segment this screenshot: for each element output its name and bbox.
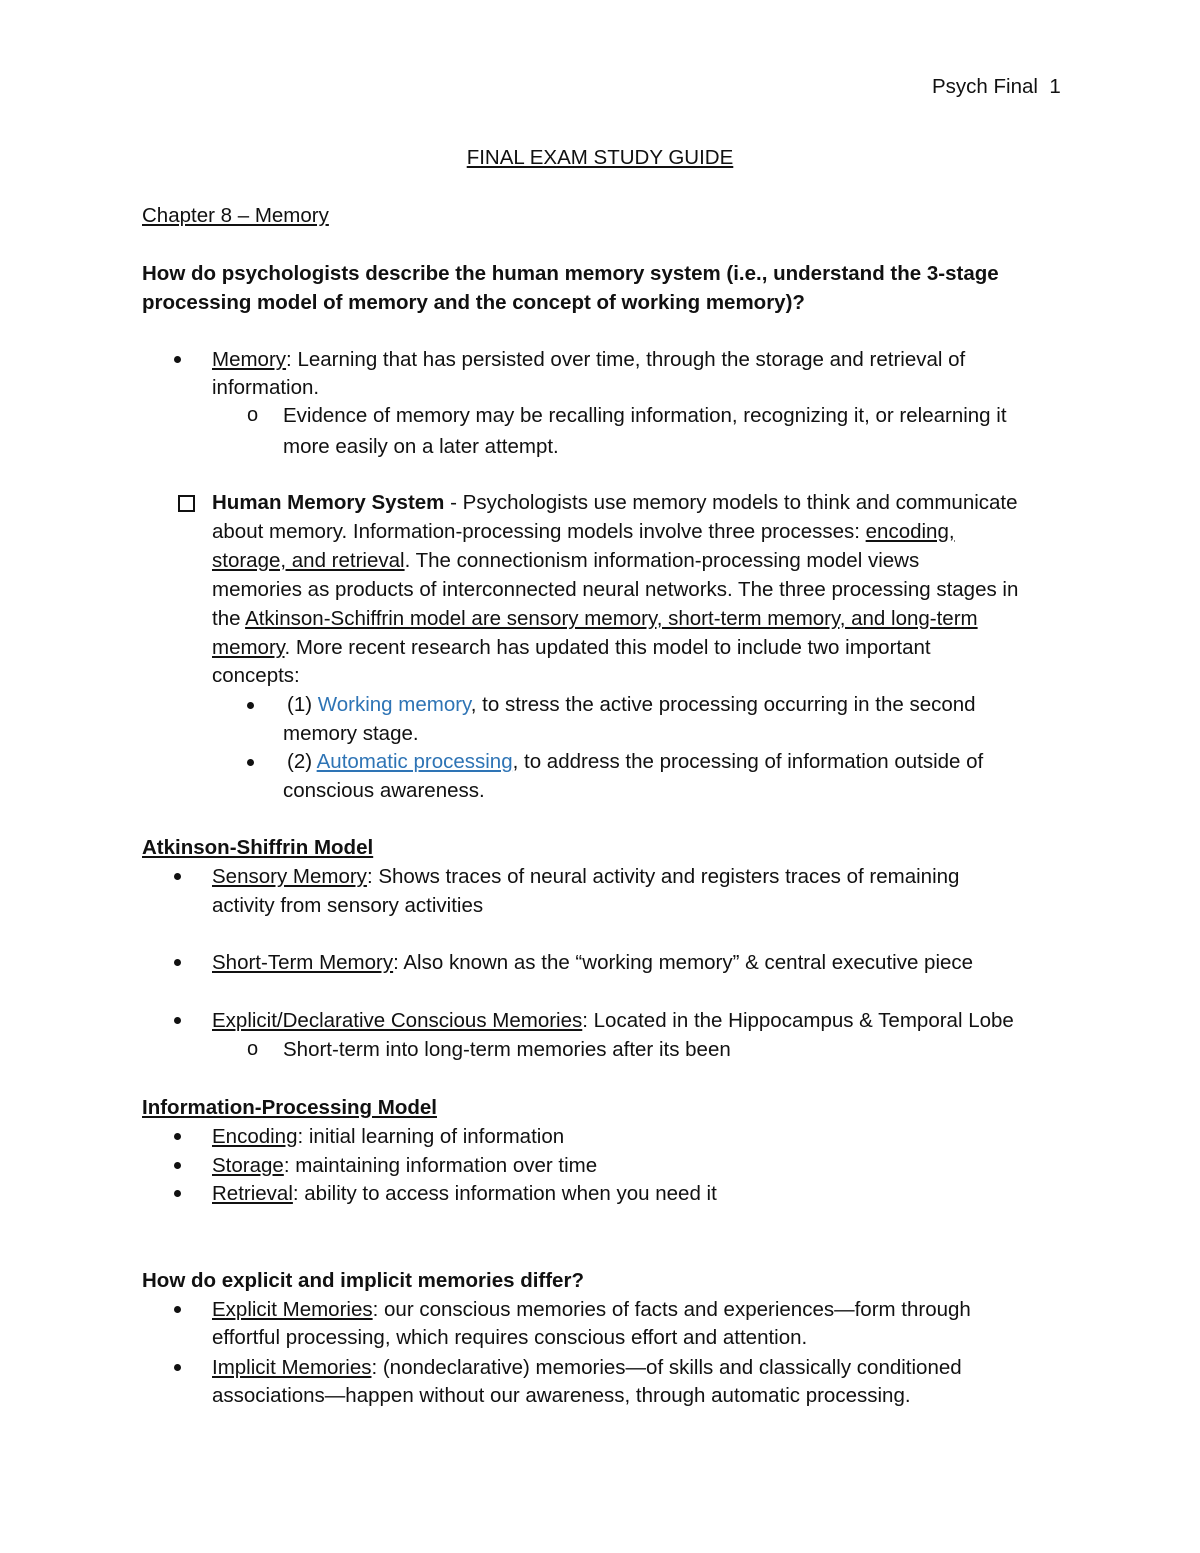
question-2-heading: How do explicit and implicit memories differ? (142, 1269, 584, 1292)
concept-2-text: , to address the processing of information outside of (512, 750, 984, 773)
atkinson-shiffrin-heading: Atkinson-Shiffrin Model (142, 836, 374, 859)
bullet-icon (174, 1133, 181, 1140)
memory-item-line-2: information. (212, 376, 320, 399)
explicit-memories-line-2: effortful processing, which requires conscious effort and attention. (212, 1326, 808, 1349)
sensory-memory-term: Sensory Memory (212, 865, 367, 888)
hms-text-2b: encoding, (865, 520, 955, 543)
hms-text-3b: . The connectionism information-processing model views (404, 549, 920, 572)
question-1-line-1: How do psychologists describe the human memory system (i.e., understand the 3-stage (142, 262, 999, 285)
hms-line-5 (212, 604, 978, 633)
memory-text-1: : Learning that has persisted over time, through the storage and retrieval of (286, 348, 966, 371)
bullet-icon (174, 1190, 181, 1197)
implicit-memories-line-2: associations—happen without our awareness, through automatic processing. (212, 1384, 911, 1407)
hms-line-1 (212, 488, 1018, 517)
bullet-icon (247, 702, 254, 709)
encoding-item (212, 1122, 564, 1151)
bullet-icon (174, 1017, 181, 1024)
concept-1-text: , to stress the active processing occurring in the second (470, 693, 976, 716)
explicit-memories-line-1 (212, 1295, 971, 1324)
encoding-text: : initial learning of information (297, 1125, 565, 1148)
concept-2-line-1 (287, 747, 983, 776)
hms-line-2 (212, 517, 955, 546)
concept-1-line-2: memory stage. (283, 722, 419, 745)
information-processing-heading: Information-Processing Model (142, 1096, 437, 1119)
storage-item (212, 1151, 597, 1180)
retrieval-term: Retrieval (212, 1182, 293, 1205)
memory-item-line-1 (212, 345, 965, 374)
automatic-processing-link[interactable]: Automatic processing (316, 750, 513, 773)
short-term-memory-item (212, 948, 973, 977)
memory-sub-line-1: Evidence of memory may be recalling information, recognizing it, or relearning it (283, 404, 1007, 427)
memory-term: Memory (212, 348, 287, 371)
document-title: FINAL EXAM STUDY GUIDE (466, 146, 734, 169)
hms-line-6 (212, 633, 931, 662)
page-number: 1 (1049, 75, 1061, 98)
short-term-memory-text: : Also known as the “working memory” & central executive piece (393, 951, 974, 974)
sensory-memory-text: : Shows traces of neural activity and registers traces of remaining (366, 865, 960, 888)
short-term-memory-term: Short-Term Memory (212, 951, 394, 974)
sensory-memory-line-2: activity from sensory activities (212, 894, 484, 917)
hms-text-5b: Atkinson-Schiffrin model are sensory memory, short-term memory, and long-term (245, 607, 978, 630)
hms-line-7: concepts: (212, 664, 300, 687)
explicit-declarative-sub: Short-term into long-term memories after its been (283, 1038, 731, 1061)
concept-1-line-1 (287, 690, 976, 719)
checkbox-icon (178, 495, 195, 512)
explicit-declarative-text: : Located in the Hippocampus & Temporal Lobe (582, 1009, 1014, 1032)
working-memory-term: Working memory (317, 693, 471, 716)
sub-bullet-circle-icon: o (247, 1038, 259, 1060)
concept-2-line-2: conscious awareness. (283, 779, 485, 802)
implicit-memories-term: Implicit Memories (212, 1356, 372, 1379)
implicit-memories-text: : (nondeclarative) memories—of skills and classically conditioned (371, 1356, 962, 1379)
explicit-memories-term: Explicit Memories (212, 1298, 373, 1321)
hms-text-2a: about memory. Information-processing models involve three processes: (212, 520, 866, 543)
question-1-line-2: processing model of memory and the concept of working memory)? (142, 291, 805, 314)
hms-text-1: - Psychologists use memory models to think and communicate (444, 491, 1018, 514)
explicit-declarative-item (212, 1006, 1014, 1035)
implicit-memories-line-1 (212, 1353, 962, 1382)
bullet-icon (174, 356, 181, 363)
page-header (932, 72, 1061, 101)
bullet-icon (174, 1162, 181, 1169)
chapter-heading: Chapter 8 – Memory (142, 204, 329, 227)
hms-text-5a: the (212, 607, 246, 630)
explicit-declarative-term: Explicit/Declarative Conscious Memories (212, 1009, 583, 1032)
concept-2-num: (2) (287, 750, 317, 773)
retrieval-text: : ability to access information when you need it (292, 1182, 717, 1205)
hms-term: Human Memory System (212, 491, 445, 514)
storage-term: Storage (212, 1154, 284, 1177)
bullet-icon (174, 959, 181, 966)
explicit-memories-text: : our conscious memories of facts and experiences—form through (372, 1298, 971, 1321)
sub-bullet-circle-icon: o (247, 404, 259, 426)
memory-sub-line-2: more easily on a later attempt. (283, 435, 559, 458)
bullet-icon (174, 1306, 181, 1313)
bullet-icon (174, 873, 181, 880)
bullet-icon (247, 759, 254, 766)
hms-line-4: memories as products of interconnected neural networks. The three processing stages in (212, 578, 1019, 601)
header-label: Psych Final (932, 75, 1038, 98)
hms-text-6a: memory (212, 636, 285, 659)
hms-text-3a: storage, and retrieval (212, 549, 405, 572)
hms-line-3 (212, 546, 919, 575)
encoding-term: Encoding (212, 1125, 298, 1148)
sensory-memory-line-1 (212, 862, 959, 891)
retrieval-item (212, 1179, 717, 1208)
hms-text-6b: . More recent research has updated this model to include two important (284, 636, 931, 659)
storage-text: : maintaining information over time (283, 1154, 598, 1177)
bullet-icon (174, 1364, 181, 1371)
concept-1-num: (1) (287, 693, 318, 716)
